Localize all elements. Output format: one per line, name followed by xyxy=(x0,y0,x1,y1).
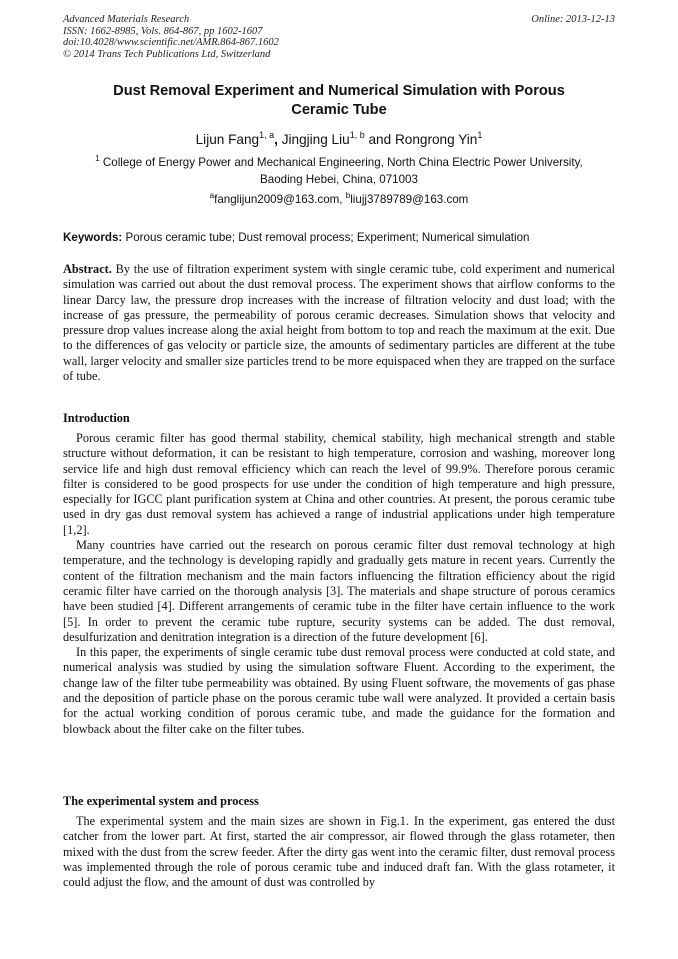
paper-title xyxy=(63,82,615,120)
author-separator: and xyxy=(364,132,395,147)
abstract-text: By the use of filtration experiment system with single ceramic tube, cold experiment and numerical simulation was carried out about the dust removal process. The experiment shows that airflow conforms to the linear Darcy law, the pressure drop increases with the increase of filtration velocity and dust load; with the increase of gas pressure, the permeability of porous ceramic decreases. Simulation shows that velocity and pressure drop values increase along the axial height from bottom to top and reach the maximum at the exit. Due to the differences of gas velocity or particle size, the amounts of sedimentary particles are different at the tube wall, larger velocity and smaller size particles trend to be more equispaced when they are trapped on the surface of tube. xyxy=(63,262,615,384)
keywords xyxy=(63,230,615,246)
author-separator: , xyxy=(274,132,282,147)
author-emails xyxy=(63,192,615,208)
paragraph: The experimental system and the main sizes are shown in Fig.1. In the experiment, gas entered the dust catcher from the lower part. At first, started the air compressor, air flowed through the glass rotameter, then mixed with the dust from the screw feeder. After the dirty gas went into the ceramic filter, dust removal process was implemented through the role of porous ceramic tube and induced draft fan. With the glass rotameter, it could adjust the flow, and the amount of dust was controlled by xyxy=(63,814,615,890)
title-line-1: Dust Removal Experiment and Numerical Simulation with Porous xyxy=(113,83,565,99)
journal-header xyxy=(63,14,615,60)
author-name: Jingjing Liu xyxy=(281,132,350,147)
author-affil-mark: 1, a xyxy=(259,130,275,140)
affiliation-mark: 1 xyxy=(95,154,100,163)
email-mark: a xyxy=(209,191,215,200)
abstract xyxy=(63,262,615,384)
affiliation xyxy=(72,155,606,188)
email-mark: b xyxy=(345,191,351,200)
experimental-section xyxy=(63,814,615,890)
journal-name: Advanced Materials Research xyxy=(63,14,190,25)
online-date: Online: 2013-12-13 xyxy=(531,14,615,25)
affiliation-line-2: Baoding Hebei, China, 071003 xyxy=(260,172,418,186)
copyright-line: © 2014 Trans Tech Publications Ltd, Switzerland xyxy=(63,48,271,60)
section-heading-experimental: The experimental system and process xyxy=(63,794,259,808)
email-a[interactable]: fanglijun2009@163.com, xyxy=(214,193,346,206)
author-list xyxy=(63,131,615,149)
abstract-label: Abstract. xyxy=(63,262,112,276)
email-b[interactable]: liujj3789789@163.com xyxy=(350,193,469,206)
issn-line: ISSN: 1662-8985, Vols. 864-867, pp 1602-1607 xyxy=(63,25,263,37)
section-heading-introduction: Introduction xyxy=(63,411,130,425)
keywords-text: Porous ceramic tube; Dust removal process; Experiment; Numerical simulation xyxy=(122,231,530,244)
author-affil-mark: 1, b xyxy=(349,130,365,140)
author-name: Lijun Fang xyxy=(195,132,260,147)
affiliation-line-1: College of Energy Power and Mechanical Engineering, North China Electric Power University, xyxy=(99,156,583,169)
paragraph: Porous ceramic filter has good thermal stability, chemical stability, high mechanical strength and stable structure without deformation, it can be resistant to high temperature, corrosion and washing, moreover long service life and high dust removal efficiency which can reach the level of 99.9%. Therefore porous ceramic filter is considered to be good prospects for use under the condition of high temperature and high pressure, especially for IGCC plant purification system at China and other countries. At present, the porous ceramic tube used in dry gas dust removal system has achieved a range of industrial applications under high temperature [1,2]. xyxy=(63,431,615,537)
keywords-label: Keywords: xyxy=(63,231,123,244)
introduction-section xyxy=(63,431,615,737)
title-line-2: Ceramic Tube xyxy=(291,102,387,118)
author-name: Rongrong Yin xyxy=(394,132,478,147)
paragraph: Many countries have carried out the research on porous ceramic filter dust removal technology at high temperature, and the technology is developing rapidly and gradually gets mature in recent years. Currently the content of the filtration mechanism and the main factors influencing the filtration efficiency about the rigid ceramic filter have carried on the thorough analysis [3]. The materials and shape structure of porous ceramics have been studied [4]. Different arrangements of ceramic tube in the filter have certain influence to the work [5]. In order to prevent the ceramic tube rupture, security systems can be added. The dust removal, desulfurization and denitration integration is a direction of the future development [6]. xyxy=(63,538,615,644)
author-affil-mark: 1 xyxy=(477,130,483,140)
paragraph: In this paper, the experiments of single ceramic tube dust removal process were conducted at cold state, and numerical analysis was studied by using the simulation software Fluent. According to the experiment, the change law of the filter tube permeability was obtained. By using Fluent software, the movements of gas phase and the deposition of particle phase on the porous ceramic tube wall were analyzed. It provided a certain basis for the actual working condition of porous ceramic tube, and made the guidance for the formation and blowback about the filter cake on the filter tubes. xyxy=(63,645,615,736)
doi-line[interactable]: doi:10.4028/www.scientific.net/AMR.864-867.1602 xyxy=(63,37,279,49)
